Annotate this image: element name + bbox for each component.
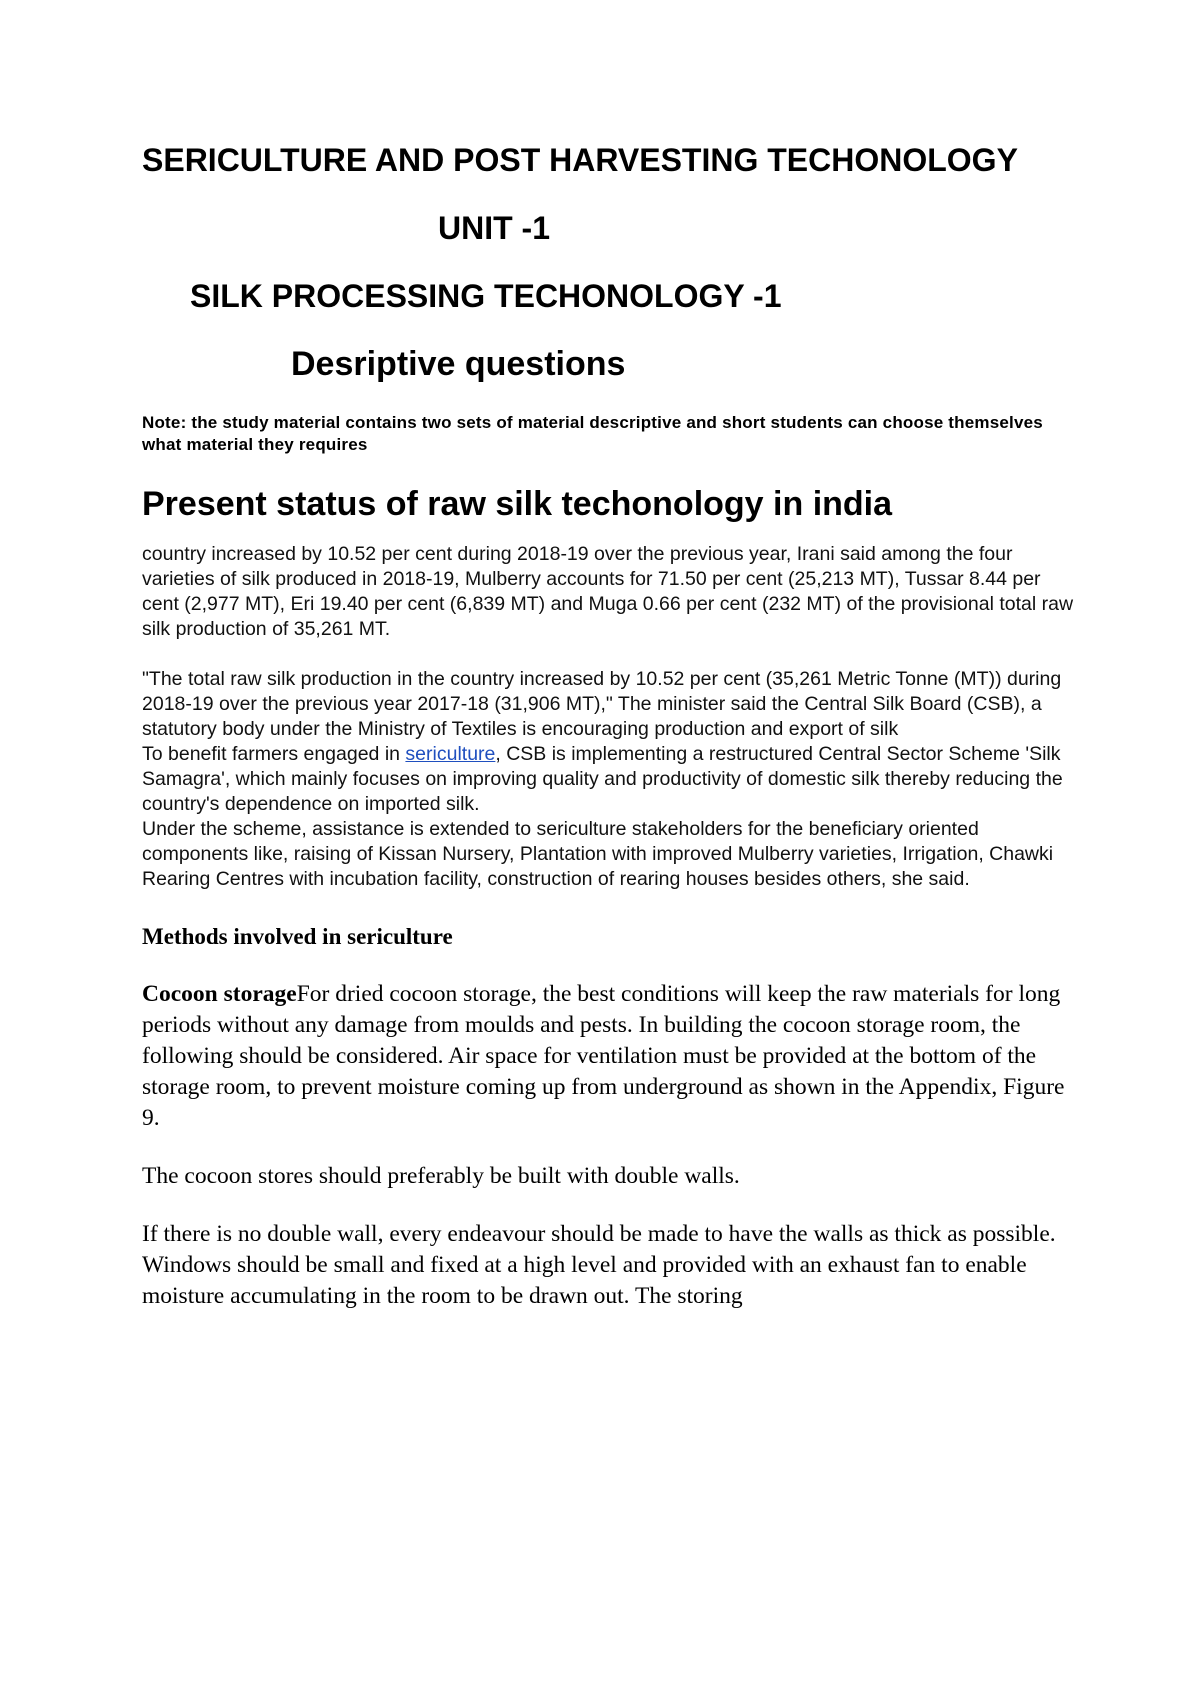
paragraph-total-production: "The total raw silk production in the country increased by 10.52 per cent (35,261 Metric Tonne (MT)) during 2018-19 over the previous year 2017-18 (31,906 MT)," The minister said the Central Silk Board (CSB), a statutory body under the Ministry of Textiles is encouraging production and export of silk — [142, 668, 1062, 740]
paragraph-cocoon-storage — [142, 979, 1082, 1134]
paragraph-silk-samagra — [142, 742, 1082, 817]
paragraph-no-double-wall: If there is no double wall, every endeavour should be made to have the walls as thick as possible. Windows should be small and fixed at a high level and provided with an exhaust fan to enable moisture accumulating in the room to be drawn out. The storing — [142, 1221, 1056, 1309]
cocoon-storage-text: For dried cocoon storage, the best conditions will keep the raw materials for long periods without any damage from moulds and pests. In building the cocoon storage room, the following should be considered. Air space for ventilation must be provided at the bottom of the storage room, to prevent moisture coming up from underground as shown in the Appendix, Figure 9. — [142, 981, 1065, 1131]
paragraph-silk-samagra-intro: To benefit farmers engaged in — [142, 743, 406, 765]
document-content — [142, 140, 1082, 1312]
section-heading: Desriptive questions — [291, 345, 626, 383]
paragraph-silk-samagra-rest: , CSB is implementing a restructured Central Sector Scheme 'Silk Samagra', which mainly focuses on improving quality and productivity of domestic silk thereby reducing the country's dependence on imported silk. — [142, 743, 1063, 815]
paragraph-scheme-assistance: Under the scheme, assistance is extended to sericulture stakeholders for the beneficiary oriented components like, raising of Kissan Nursery, Plantation with improved Mulberry varieties, Irrigation, Chawki Rearing Centres with incubation facility, construction of rearing houses besides others, she said. — [142, 818, 1054, 890]
methods-heading: Methods involved in sericulture — [142, 924, 453, 949]
paragraph-silk-varieties: country increased by 10.52 per cent during 2018-19 over the previous year, Irani said among the four varieties of silk produced in 2018-19, Mulberry accounts for 71.50 per cent (25,213 MT), Tussar 8.44 per cent (2,977 MT), Eri 19.40 per cent (6,839 MT) and Muga 0.66 per cent (232 MT) of the provisional total raw silk production of 35,261 MT. — [142, 543, 1074, 640]
subject-heading: SILK PROCESSING TECHONOLOGY -1 — [190, 278, 782, 314]
sericulture-link[interactable]: sericulture — [405, 743, 496, 765]
cocoon-storage-lead: Cocoon storage — [142, 981, 297, 1007]
unit-heading: UNIT -1 — [438, 210, 550, 246]
document-title: SERICULTURE AND POST HARVESTING TECHONOLOGY — [142, 142, 1018, 178]
paragraph-double-walls: The cocoon stores should preferably be built with double walls. — [142, 1163, 740, 1189]
study-note: Note: the study material contains two sets of material descriptive and short students can choose themselves what material they requires — [142, 413, 1043, 454]
present-status-heading: Present status of raw silk techonology in india — [142, 485, 893, 523]
